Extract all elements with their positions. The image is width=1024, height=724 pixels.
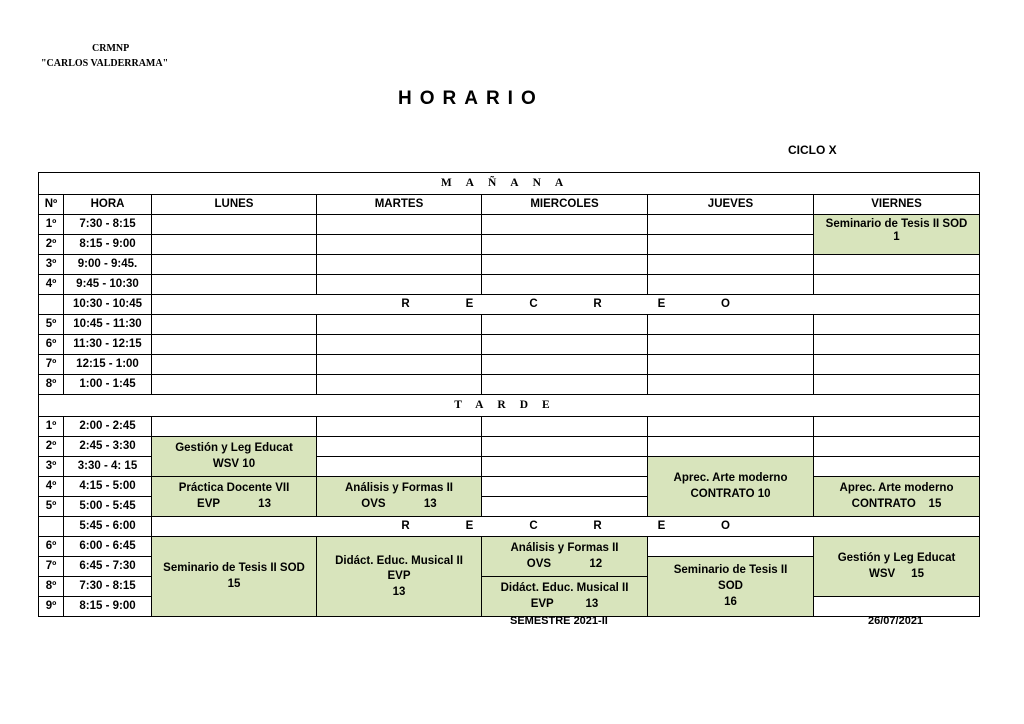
class-cell-wed-analisis — [482, 537, 648, 577]
empty-cell — [648, 355, 814, 375]
class-cell-thu-seminario — [648, 557, 814, 617]
class-course: Seminario de Tesis II SOD — [163, 562, 305, 574]
empty-cell — [152, 315, 317, 335]
class-cell-fri-seminario — [814, 215, 980, 255]
class-detail: EVP 13 — [530, 598, 599, 610]
empty-cell — [482, 437, 648, 457]
slot-number: 1º — [39, 215, 64, 235]
slot-time: 5:45 - 6:00 — [64, 517, 152, 537]
table-row — [39, 355, 980, 375]
table-row — [39, 375, 980, 395]
empty-cell — [152, 417, 317, 437]
empty-cell — [482, 497, 648, 517]
empty-cell — [648, 375, 814, 395]
date-label: 26/07/2021 — [868, 615, 924, 627]
class-detail: OVS 12 — [526, 558, 603, 570]
semester-label: SEMESTRE 2021-II — [510, 615, 608, 627]
col-header-friday: VIERNES — [814, 195, 980, 215]
morning-band: MAÑANA — [39, 173, 980, 195]
class-cell-mon-practica — [152, 477, 317, 517]
slot-number: 1º — [39, 417, 64, 437]
recess-label: R E C R E O — [152, 517, 980, 537]
class-cell-tue-analisis — [317, 477, 482, 517]
col-header-time: HORA — [64, 195, 152, 215]
slot-time: 4:15 - 5:00 — [64, 477, 152, 497]
slot-number: 6º — [39, 537, 64, 557]
class-course: Didáct. Educ. Musical II — [500, 582, 629, 594]
empty-cell — [814, 417, 980, 437]
empty-cell — [482, 417, 648, 437]
schedule-table — [38, 172, 980, 617]
recess-row — [39, 517, 980, 537]
col-header-monday: LUNES — [152, 195, 317, 215]
empty-cell — [152, 355, 317, 375]
slot-time: 6:00 - 6:45 — [64, 537, 152, 557]
table-row — [39, 315, 980, 335]
class-room: 1 — [893, 231, 900, 243]
empty-cell — [648, 215, 814, 235]
document-title: HORARIO — [398, 88, 544, 109]
empty-cell — [814, 597, 980, 617]
empty-cell — [814, 457, 980, 477]
slot-number: 6º — [39, 335, 64, 355]
empty-cell — [317, 355, 482, 375]
empty-cell — [648, 235, 814, 255]
empty-cell — [317, 255, 482, 275]
slot-number: 2º — [39, 235, 64, 255]
empty-cell — [814, 355, 980, 375]
empty-cell — [152, 255, 317, 275]
class-course: Análisis y Formas II — [510, 542, 619, 554]
class-course: Gestión y Leg Educat — [175, 442, 293, 454]
empty-cell — [482, 375, 648, 395]
institution-acronym: CRMNP — [92, 43, 130, 54]
institution-name: "CARLOS VALDERRAMA" — [41, 58, 169, 69]
empty-cell — [648, 255, 814, 275]
empty-cell — [482, 477, 648, 497]
slot-number: 4º — [39, 275, 64, 295]
class-course: Seminario de Tesis II — [673, 564, 788, 576]
class-course: Práctica Docente VII — [178, 482, 290, 494]
empty-cell — [482, 215, 648, 235]
table-row — [39, 275, 980, 295]
slot-number: 4º — [39, 477, 64, 497]
class-detail: 15 — [227, 578, 241, 590]
class-detail: WSV 10 — [212, 458, 256, 470]
class-detail: SOD — [718, 580, 743, 592]
slot-number: 5º — [39, 315, 64, 335]
slot-time: 7:30 - 8:15 — [64, 215, 152, 235]
slot-number: 8º — [39, 577, 64, 597]
empty-cell — [648, 335, 814, 355]
slot-time: 2:00 - 2:45 — [64, 417, 152, 437]
empty-cell — [152, 375, 317, 395]
slot-number — [39, 295, 64, 315]
class-course: Aprec. Arte moderno — [673, 472, 788, 484]
class-detail: CONTRATO 10 — [690, 488, 771, 500]
column-header-row — [39, 195, 980, 215]
class-cell-mon-seminario — [152, 537, 317, 617]
class-cell-wed-didact — [482, 577, 648, 617]
slot-time: 9:45 - 10:30 — [64, 275, 152, 295]
empty-cell — [482, 235, 648, 255]
class-course: Didáct. Educ. Musical II — [335, 554, 463, 567]
class-detail: OVS 13 — [361, 498, 437, 510]
slot-time: 7:30 - 8:15 — [64, 577, 152, 597]
slot-number: 5º — [39, 497, 64, 517]
empty-cell — [317, 235, 482, 255]
slot-time: 2:45 - 3:30 — [64, 437, 152, 457]
class-room: 13 — [392, 585, 406, 598]
col-header-wednesday: MIERCOLES — [482, 195, 648, 215]
slot-time: 5:00 - 5:45 — [64, 497, 152, 517]
empty-cell — [482, 335, 648, 355]
class-cell-fri-aprec — [814, 477, 980, 517]
class-detail: EVP — [387, 569, 411, 582]
empty-cell — [317, 315, 482, 335]
empty-cell — [814, 255, 980, 275]
empty-cell — [482, 315, 648, 335]
empty-cell — [482, 457, 648, 477]
empty-cell — [814, 437, 980, 457]
empty-cell — [648, 437, 814, 457]
slot-time: 10:30 - 10:45 — [64, 295, 152, 315]
empty-cell — [317, 335, 482, 355]
empty-cell — [482, 275, 648, 295]
table-row — [39, 417, 980, 437]
table-row — [39, 477, 980, 497]
slot-number: 7º — [39, 557, 64, 577]
slot-number — [39, 517, 64, 537]
slot-time: 8:15 - 9:00 — [64, 597, 152, 617]
class-cell-mon-gestion — [152, 437, 317, 477]
empty-cell — [317, 437, 482, 457]
class-cell-fri-gestion — [814, 537, 980, 597]
slot-time: 8:15 - 9:00 — [64, 235, 152, 255]
empty-cell — [317, 275, 482, 295]
slot-time: 11:30 - 12:15 — [64, 335, 152, 355]
empty-cell — [317, 375, 482, 395]
recess-label: R E C R E O — [152, 295, 980, 315]
recess-row — [39, 295, 980, 315]
class-room: 16 — [724, 596, 737, 608]
slot-number: 3º — [39, 457, 64, 477]
empty-cell — [152, 335, 317, 355]
slot-time: 10:45 - 11:30 — [64, 315, 152, 335]
class-cell-thu-aprec — [648, 457, 814, 517]
empty-cell — [482, 355, 648, 375]
col-header-tuesday: MARTES — [317, 195, 482, 215]
slot-time: 3:30 - 4: 15 — [64, 457, 152, 477]
empty-cell — [814, 315, 980, 335]
class-detail: WSV 15 — [869, 568, 924, 580]
table-row — [39, 215, 980, 235]
table-row — [39, 255, 980, 275]
slot-number: 3º — [39, 255, 64, 275]
slot-time: 1:00 - 1:45 — [64, 375, 152, 395]
slot-time: 9:00 - 9:45. — [64, 255, 152, 275]
empty-cell — [482, 255, 648, 275]
class-detail: EVP 13 — [197, 498, 271, 510]
class-course: Seminario de Tesis II SOD — [825, 218, 968, 230]
table-row — [39, 437, 980, 457]
afternoon-band: TARDE — [39, 395, 980, 417]
col-header-thursday: JUEVES — [648, 195, 814, 215]
class-detail: CONTRATO 15 — [851, 498, 942, 510]
class-cell-tue-didact — [317, 537, 482, 617]
class-course: Gestión y Leg Educat — [837, 552, 956, 564]
slot-time: 12:15 - 1:00 — [64, 355, 152, 375]
empty-cell — [317, 417, 482, 437]
slot-number: 2º — [39, 437, 64, 457]
table-row — [39, 335, 980, 355]
slot-number: 9º — [39, 597, 64, 617]
col-header-number: Nº — [39, 195, 64, 215]
slot-number: 7º — [39, 355, 64, 375]
empty-cell — [648, 537, 814, 557]
cycle-label: CICLO X — [788, 143, 837, 157]
slot-time: 6:45 - 7:30 — [64, 557, 152, 577]
slot-number: 8º — [39, 375, 64, 395]
empty-cell — [152, 215, 317, 235]
empty-cell — [648, 275, 814, 295]
table-row — [39, 537, 980, 557]
class-course: Análisis y Formas II — [344, 482, 453, 494]
empty-cell — [152, 275, 317, 295]
empty-cell — [317, 215, 482, 235]
class-course: Aprec. Arte moderno — [839, 482, 954, 494]
empty-cell — [648, 417, 814, 437]
empty-cell — [648, 315, 814, 335]
empty-cell — [152, 235, 317, 255]
empty-cell — [814, 335, 980, 355]
empty-cell — [814, 375, 980, 395]
empty-cell — [317, 457, 482, 477]
empty-cell — [814, 275, 980, 295]
